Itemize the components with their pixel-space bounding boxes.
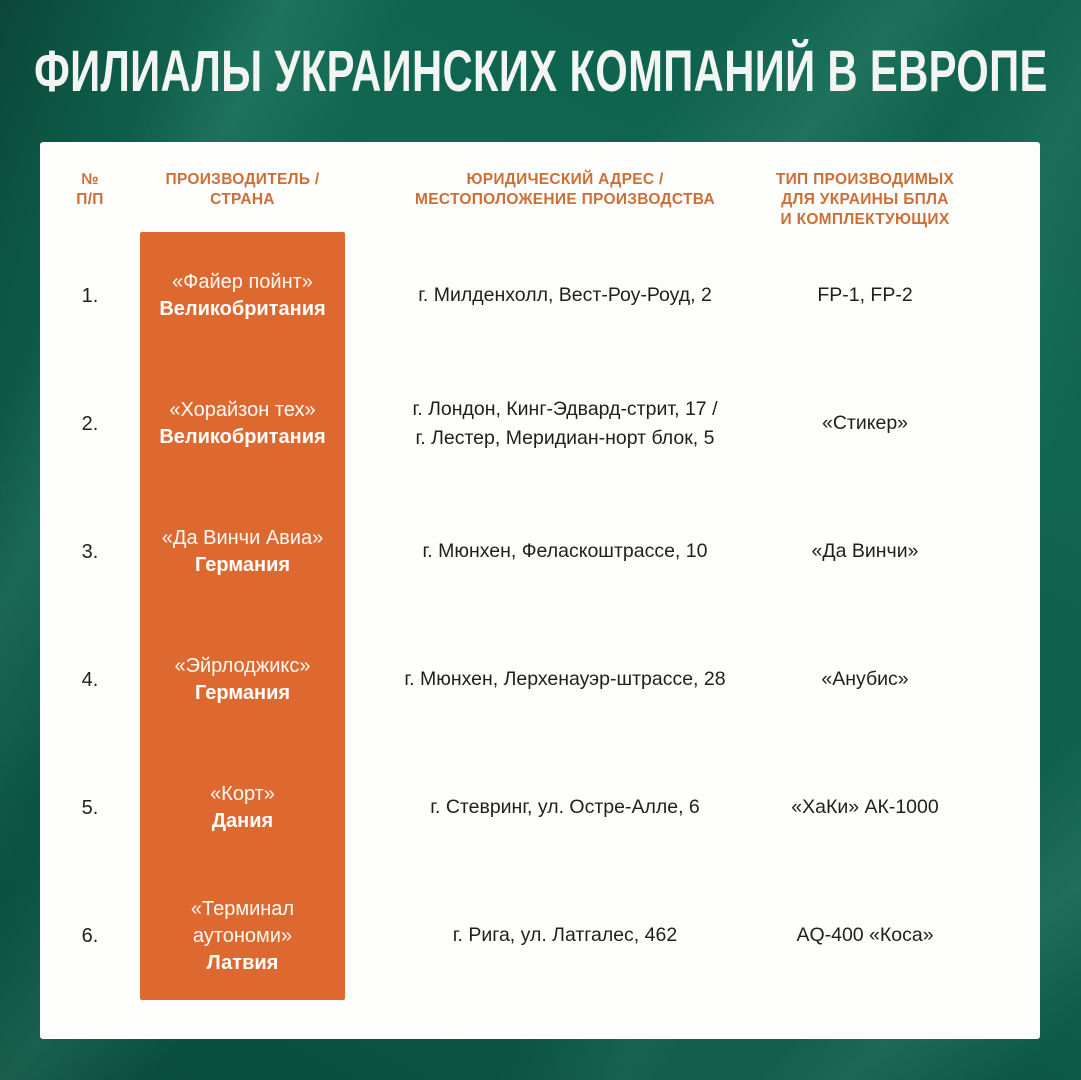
company-country: Германия (194, 682, 291, 704)
type-cell: «Анубис» (821, 668, 909, 691)
company-name: «Хорайзон тех» (169, 399, 316, 421)
table-card (40, 142, 1040, 1039)
type-cell: FP-1, FP-2 (817, 284, 913, 307)
manufacturer-cell (140, 232, 345, 360)
table-row (40, 488, 1040, 616)
header-manufacturer: ПРОИЗВОДИТЕЛЬ / СТРАНА (165, 171, 320, 208)
company-country: Великобритания (159, 298, 326, 320)
manufacturer-cell (140, 488, 345, 616)
address-cell: г. Милденхолл, Вест-Роу-Роуд, 2 (418, 284, 712, 307)
type-cell: «Да Винчи» (811, 540, 919, 563)
table-row (40, 744, 1040, 872)
company-name: «Файер пойнт» (172, 271, 313, 293)
manufacturer-cell (140, 360, 345, 488)
header-address: ЮРИДИЧЕСКИЙ АДРЕС / МЕСТОПОЛОЖЕНИЕ ПРОИЗВОДСТВА (415, 171, 715, 208)
header-type: ТИП ПРОИЗВОДИМЫХ ДЛЯ УКРАИНЫ БПЛА И КОМПЛЕКТУЮЩИХ (775, 171, 955, 228)
manufacturer-cell (140, 744, 345, 872)
address-cell: г. Рига, ул. Латгалес, 462 (452, 924, 678, 947)
company-name: «Корт» (210, 783, 275, 805)
title-band (0, 0, 1081, 142)
type-cell: «Стикер» (821, 412, 909, 435)
row-number: 4. (81, 668, 99, 691)
address-cell: г. Стевринг, ул. Остре-Алле, 6 (430, 796, 700, 819)
address-cell: г. Мюнхен, Лерхенауэр-штрассе, 28 (404, 668, 726, 691)
header-number: № П/П (76, 171, 104, 208)
company-name: «Терминал аутономи» (190, 897, 295, 947)
company-country: Латвия (206, 951, 279, 974)
row-number: 2. (81, 412, 99, 435)
company-country: Дания (211, 810, 274, 832)
table-row (40, 616, 1040, 744)
address-cell: г. Лондон, Кинг-Эдвард-стрит, 17 / г. Лестер, Меридиан-норт блок, 5 (412, 397, 718, 449)
row-number: 3. (81, 540, 99, 563)
table-row (40, 232, 1040, 360)
table-row (40, 872, 1040, 1000)
manufacturer-cell (140, 616, 345, 744)
manufacturer-cell (140, 872, 345, 1000)
page-title: ФИЛИАЛЫ УКРАИНСКИХ КОМПАНИЙ В ЕВРОПЕ (33, 38, 1048, 104)
row-number: 1. (81, 284, 99, 307)
table-row (40, 360, 1040, 488)
company-country: Германия (194, 554, 291, 576)
type-cell: AQ-400 «Коса» (796, 924, 934, 947)
company-name: «Да Винчи Авиа» (161, 527, 324, 549)
company-name: «Эйрлоджикс» (174, 655, 311, 677)
row-number: 6. (81, 924, 99, 947)
company-country: Великобритания (159, 426, 326, 448)
address-cell: г. Мюнхен, Феласкоштрассе, 10 (422, 540, 708, 563)
row-number: 5. (81, 796, 99, 819)
type-cell: «ХаКи» АК-1000 (791, 796, 939, 819)
